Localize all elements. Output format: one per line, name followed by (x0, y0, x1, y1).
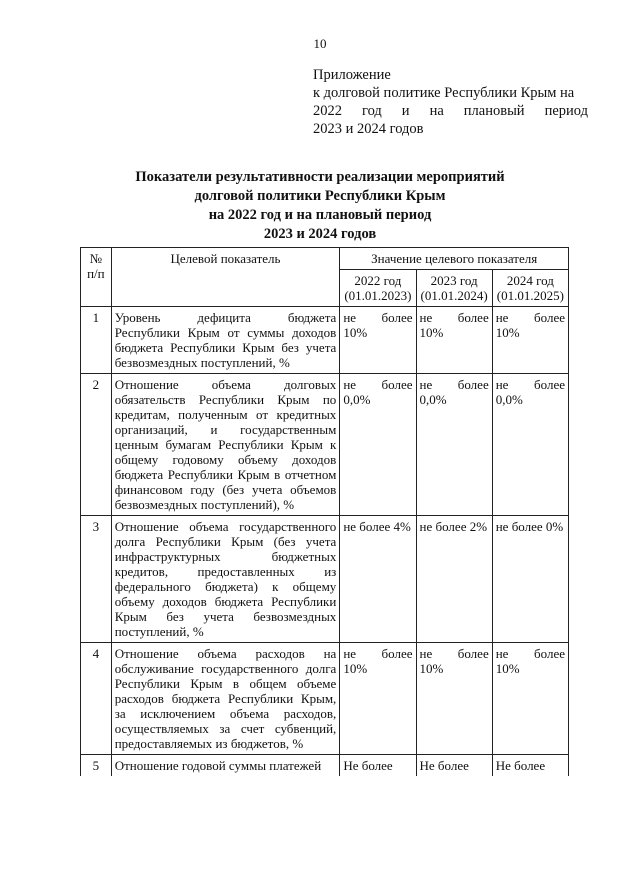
title-line-3: на 2022 год и на плановый период (208, 207, 432, 223)
row-indicator: Отношение годовой суммы платежей (111, 755, 340, 777)
table-row (81, 516, 569, 643)
row-value-2022: Не более (340, 755, 416, 777)
title-line-4: 2023 и 2024 годов (263, 226, 377, 242)
row-value-2023: не более 10% (416, 643, 492, 755)
header-indicator: Целевой показатель (111, 248, 340, 307)
annex-line-1: Приложение (313, 67, 391, 83)
annex-note (313, 66, 588, 138)
row-indicator: Отношение объема расходов на обслуживание государственного долга Республики Крым в общем объеме расходов бюджета Республики Крым, за исключением объема расходов, осуществляемых за счет субвенций, предоставляемых из бюджетов, % (111, 643, 340, 755)
row-value-2023: не более 2% (416, 516, 492, 643)
title-line-2: долговой политики Республики Крым (194, 188, 446, 204)
header-year-2022: 2022 год (01.01.2023) (340, 270, 416, 307)
annex-line-4: 2023 и 2024 годов (313, 121, 424, 137)
row-value-2022: не более 10% (340, 643, 416, 755)
row-num: 2 (81, 374, 112, 516)
row-value-2022: не более 4% (340, 516, 416, 643)
row-value-2022: не более 10% (340, 307, 416, 374)
header-year-2024: 2024 год (01.01.2025) (492, 270, 568, 307)
row-num: 3 (81, 516, 112, 643)
row-value-2024: не более 0% (492, 516, 568, 643)
page-number: 10 (313, 36, 327, 51)
header-value: Значение целевого показателя (340, 248, 569, 270)
title-line-1: Показатели результативности реализации мероприятий (135, 169, 505, 185)
row-indicator: Отношение объема долговых обязательств Республики Крым по кредитам, полученным от кредитных организаций, и государственным ценным бумагам Республики Крым к общему годовому объему доходов бюджета Республики Крым в отчетном финансовом году (без учета объемов безвозмездных поступлений), % (111, 374, 340, 516)
annex-line-2: к долговой политике Республики Крым на (313, 85, 575, 101)
document-title (0, 168, 640, 244)
row-value-2024: не более 10% (492, 307, 568, 374)
table-row (81, 643, 569, 755)
table-row (81, 307, 569, 374)
row-value-2024: не более 10% (492, 643, 568, 755)
header-num: № п/п (81, 248, 112, 307)
row-num: 1 (81, 307, 112, 374)
row-indicator: Отношение объема государственного долга Республики Крым (без учета инфраструктурных бюджетных кредитов, предоставленных из федерального бюджета) к общему объему доходов бюджета Республики Крым без учета безвозмездных поступлений, % (111, 516, 340, 643)
row-indicator: Уровень дефицита бюджета Республики Крым от суммы доходов бюджета Республики Крым без учета безвозмездных поступлений, % (111, 307, 340, 374)
indicators-table (80, 247, 569, 776)
table-row (81, 374, 569, 516)
row-value-2023: не более 10% (416, 307, 492, 374)
table-row (81, 755, 569, 777)
row-value-2023: не более 0,0% (416, 374, 492, 516)
row-num: 5 (81, 755, 112, 777)
annex-line-3: 2022 год и на плановый период (313, 103, 588, 119)
row-value-2023: Не более (416, 755, 492, 777)
row-value-2024: не более 0,0% (492, 374, 568, 516)
header-year-2023: 2023 год (01.01.2024) (416, 270, 492, 307)
row-num: 4 (81, 643, 112, 755)
row-value-2022: не более 0,0% (340, 374, 416, 516)
row-value-2024: Не более (492, 755, 568, 777)
